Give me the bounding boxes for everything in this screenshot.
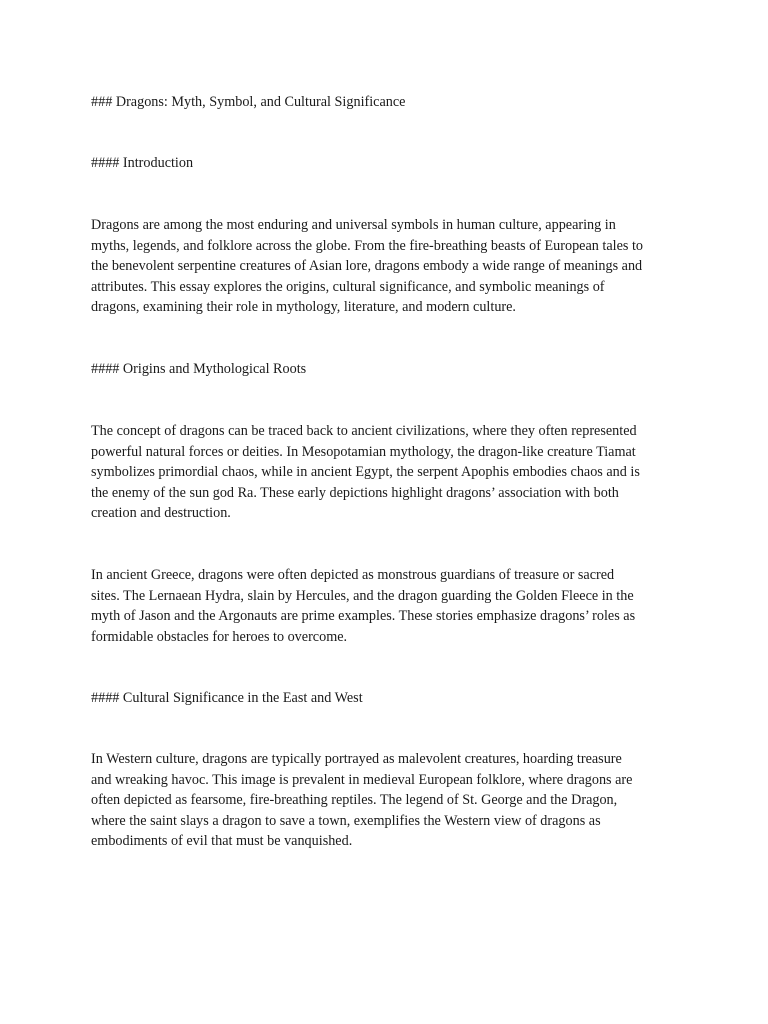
paragraph-introduction: Dragons are among the most enduring and universal symbols in human culture, appearing in myths, legends, and folklore across the globe. From the fire-breathing beasts of European tales to the benevolent serpentine creatures of Asian lore, dragons embody a wide range of meanings and attributes. This essay explores the origins, cultural significance, and symbolic meanings of dragons, examining their role in mythology, literature, and modern culture. [91, 217, 643, 315]
paragraph-cultural-significance: In Western culture, dragons are typically portrayed as malevolent creatures, hoarding treasure and wreaking havoc. This image is prevalent in medieval European folklore, where dragons are often depicted as fearsome, fire-breathing reptiles. The legend of St. George and the Dragon, where the saint slays a dragon to save a town, exemplifies the Western view of dragons as embodiments of evil that must be vanquished. [91, 751, 633, 849]
section-heading-cultural-significance: #### Cultural Significance in the East and West [91, 690, 363, 706]
section-heading-introduction: #### Introduction [91, 155, 194, 171]
section-heading-origins: #### Origins and Mythological Roots [91, 361, 307, 377]
document-title: ### Dragons: Myth, Symbol, and Cultural Significance [91, 94, 406, 110]
paragraph-origins-2: In ancient Greece, dragons were often depicted as monstrous guardians of treasure or sacred sites. The Lernaean Hydra, slain by Hercules, and the dragon guarding the Golden Fleece in the myth of Jason and the Argonauts are prime examples. These stories emphasize dragons’ roles as formidable obstacles for heroes to overcome. [91, 567, 636, 645]
paragraph-origins-1: The concept of dragons can be traced back to ancient civilizations, where they often represented powerful natural forces or deities. In Mesopotamian mythology, the dragon-like creature Tiamat symbolizes primordial chaos, while in ancient Egypt, the serpent Apophis embodies chaos and is the enemy of the sun god Ra. These early depictions highlight dragons’ association with both creation and destruction. [91, 423, 640, 521]
